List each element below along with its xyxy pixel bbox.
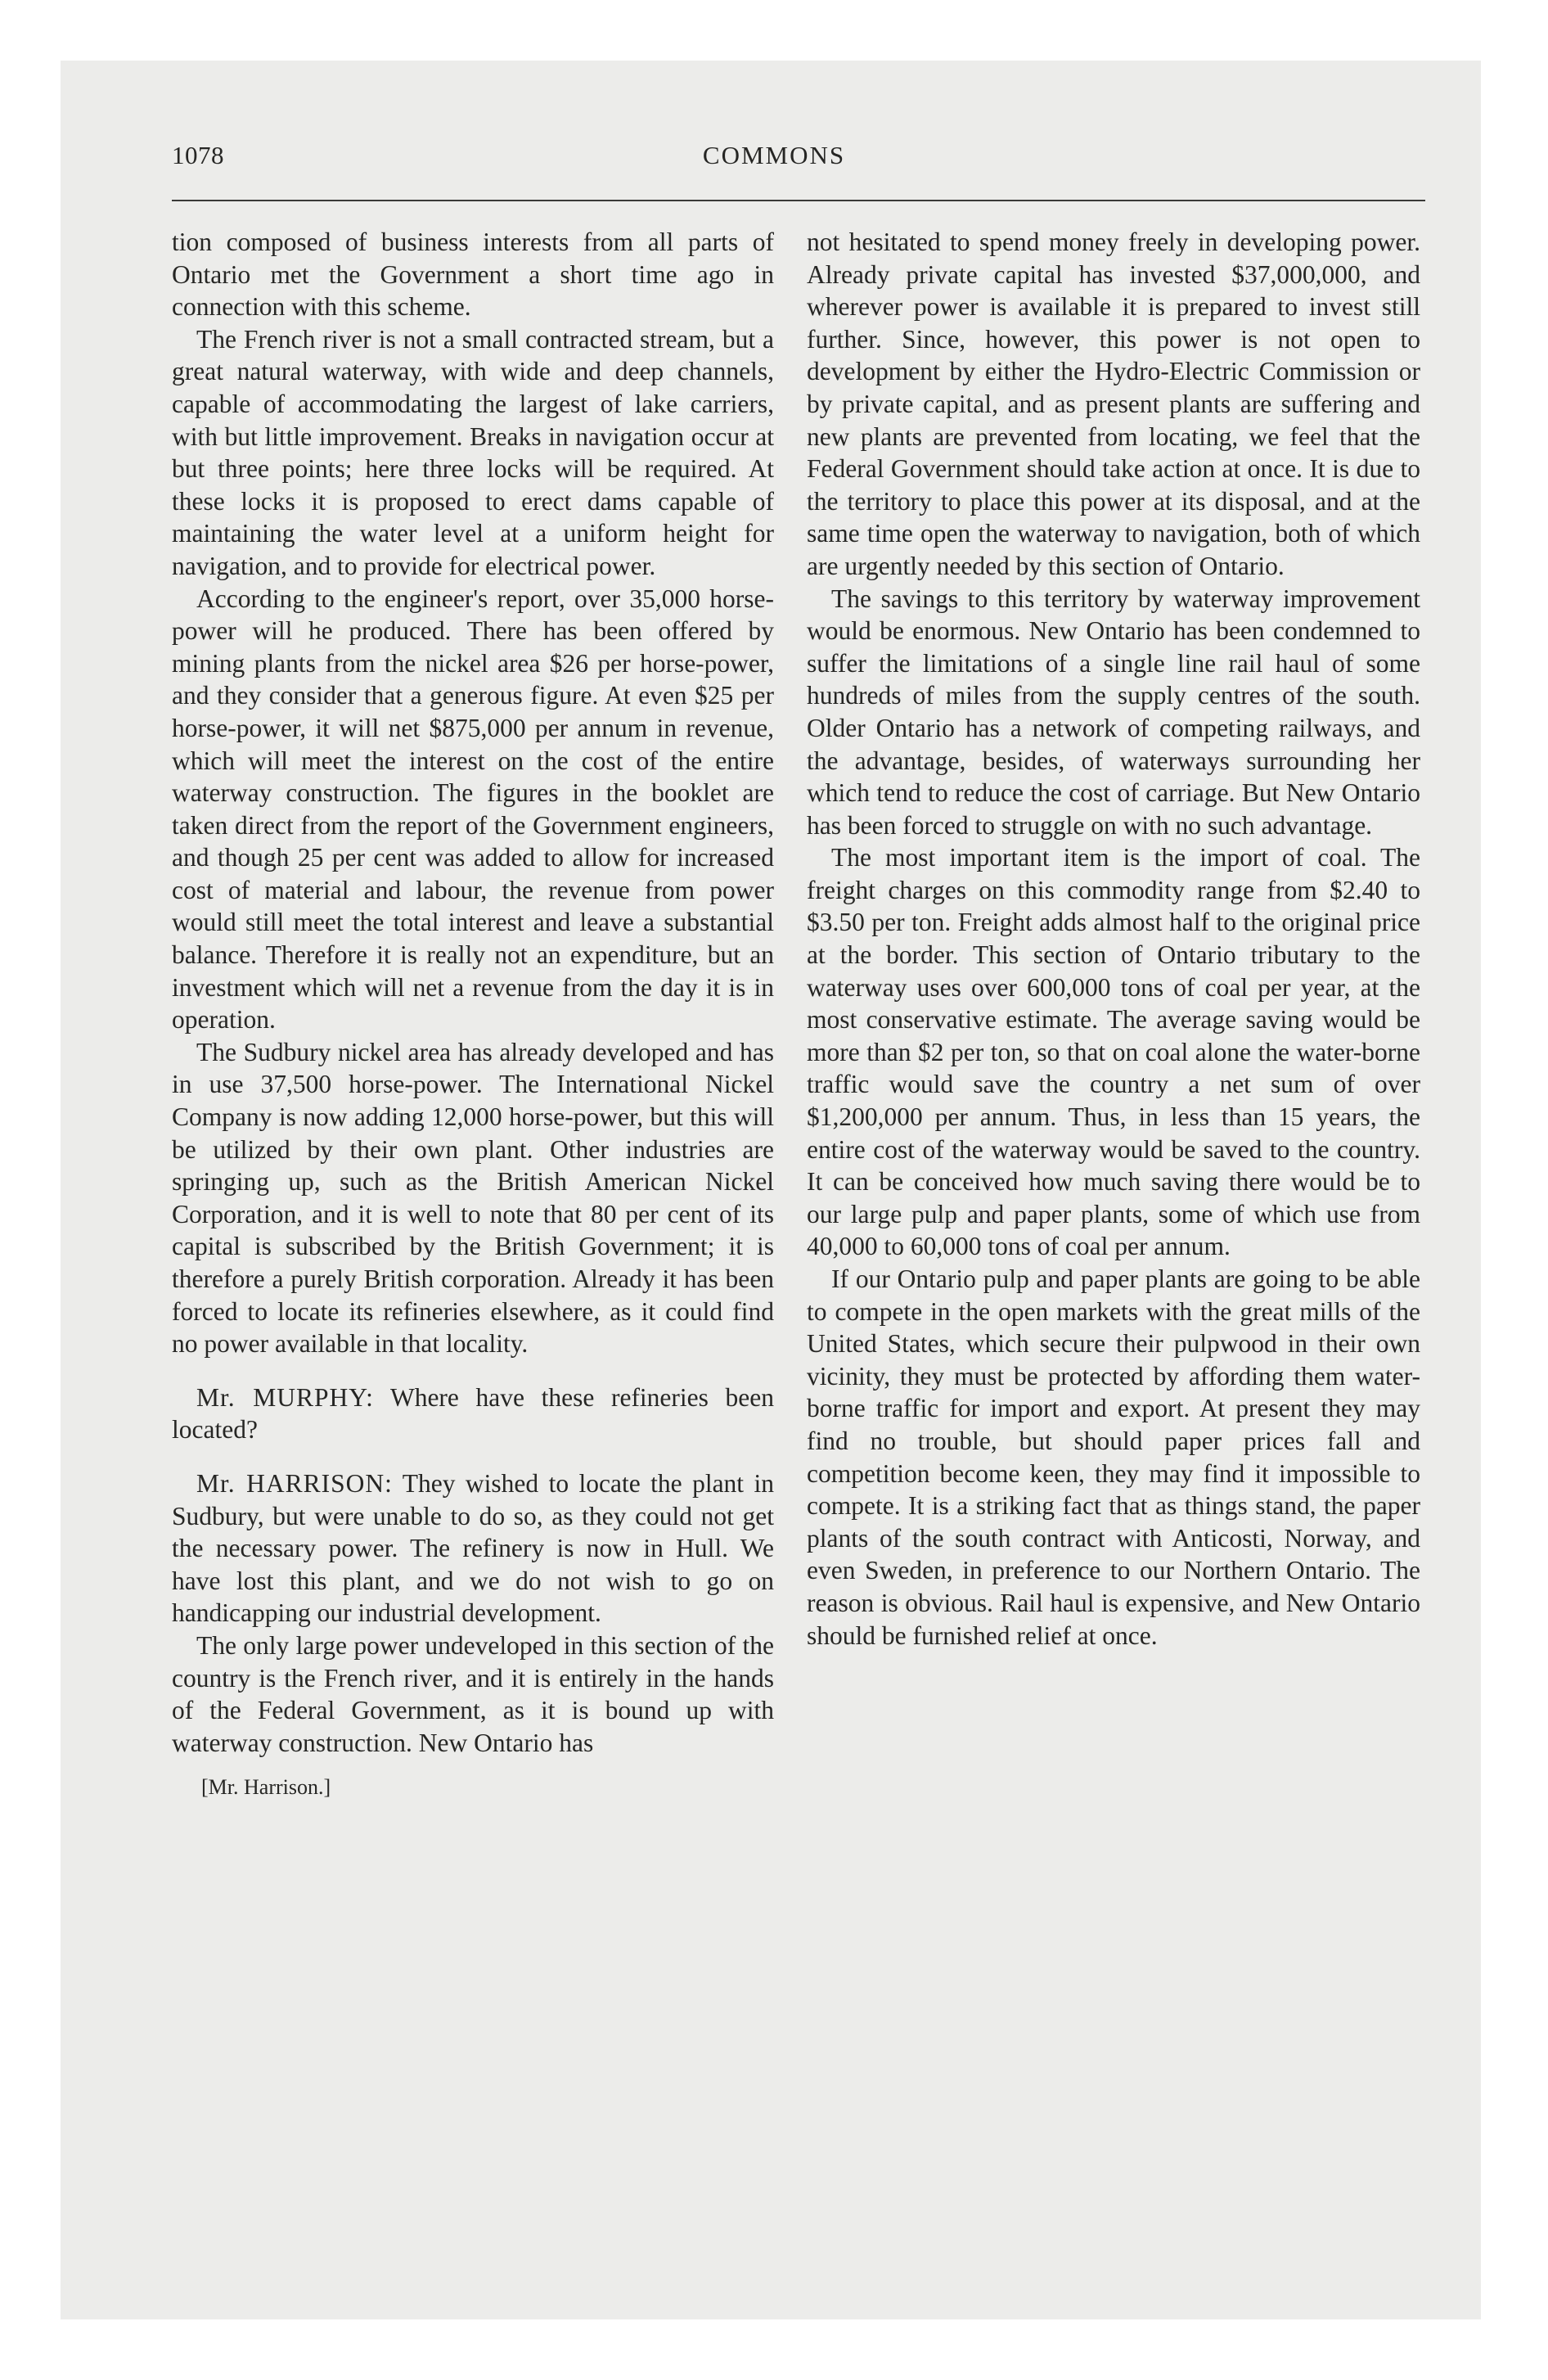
- header-rule: [172, 200, 1425, 201]
- left-column: [172, 226, 774, 1801]
- speech-murphy: [172, 1382, 774, 1446]
- paragraph: The most important item is the import of coal. The freight charges on this commodity range from $2.40 to $3.50 per ton. Freight adds almost half to the original price at the border. This section of Ontario tributary to the waterway uses over 600,000 tons of coal per year, at the most conservative estimate. The average saving would be more than $2 per ton, so that on coal alone the water-borne traffic would save the country a net sum of over $1,200,000 per annum. Thus, in less than 15 years, the entire cost of the waterway would be saved to the country. It can be conceived how much saving there would be to our large pulp and paper plants, some of which use from 40,000 to 60,000 tons of coal per annum.: [807, 843, 1420, 1261]
- speaker-footnote: [Mr. Harrison.]: [201, 1775, 331, 1800]
- speaker-name: Mr. MURPHY:: [196, 1382, 374, 1412]
- paragraph: According to the engineer's report, over 35,000 horse-power will he produced. There has been offered by mining plants from the nickel area $26 per horse-power, and they consider that a generous figure. At even $25 per horse-power, it will net $875,000 per annum in revenue, which will meet the interest on the cost of the entire waterway construction. The figures in the booklet are taken direct from the report of the Government engineers, and though 25 per cent was added to allow for increased cost of material and labour, the revenue from power would still meet the total interest and leave a substantial balance. Therefore it is really not an expenditure, but an investment which will net a revenue from the day it is in operation.: [172, 584, 774, 1034]
- paragraph: The savings to this territory by waterway improvement would be enormous. New Ontario has been condemned to suffer the limitations of a single line rail haul of some hundreds of miles from the supply centres of the south. Older Ontario has a network of competing railways, and the advantage, besides, of waterways surrounding her which tend to reduce the cost of carriage. But New Ontario has been forced to struggle on with no such advantage.: [807, 584, 1420, 840]
- speaker-name: Mr. HARRISON:: [196, 1468, 393, 1498]
- speech-text: They wished to locate the plant in Sudbury, but were unable to do so, as they could not get the necessary power. The refinery is now in Hull. We have lost this plant, and we do not wish to go on handicapping our industrial development.: [172, 1468, 774, 1628]
- right-column: [807, 226, 1420, 1652]
- paragraph: not hesitated to spend money freely in developing power. Already private capital has invested $37,000,000, and wherever power is available it is prepared to invest still further. Since, however, this power is not open to development by either the Hydro-Electric Commission or by private capital, and as present plants are suffering and new plants are prevented from locating, we feel that the Federal Government should take action at once. It is due to the territory to place this power at its disposal, and at the same time open the waterway to navigation, both of which are urgently needed by this section of Ontario.: [807, 228, 1420, 580]
- paragraph: tion composed of business interests from all parts of Ontario met the Government a short time ago in connection with this scheme.: [172, 228, 774, 322]
- paragraph: The Sudbury nickel area has already developed and has in use 37,500 horse-power. The International Nickel Company is now adding 12,000 horse-power, but this will be utilized by their own plant. Other industries are springing up, such as the British American Nickel Corporation, and it is well to note that 80 per cent of its capital is subscribed by the British Government; it is therefore a purely British corporation. Already it has been forced to locate its refineries elsewhere, as it could find no power available in that locality.: [172, 1037, 774, 1359]
- paragraph: The only large power undeveloped in this section of the country is the French river, and it is entirely in the hands of the Federal Government, as it is bound up with waterway construction. New Ontario has: [172, 1630, 774, 1757]
- running-head: COMMONS: [702, 141, 846, 169]
- paragraph: The French river is not a small contracted stream, but a great natural waterway, with wide and deep channels, capable of accommodating the largest of lake carriers, with but little improvement. Breaks in navigation occur at but three points; here three locks will be required. At these locks it is proposed to erect dams capable of maintaining the water level at a uniform height for navigation, and to provide for electrical power.: [172, 324, 774, 580]
- speech-harrison: [172, 1467, 774, 1629]
- page-number: 1078: [172, 141, 224, 169]
- speech-text: Where have these refineries been located?: [172, 1382, 774, 1445]
- paragraph: If our Ontario pulp and paper plants are going to be able to compete in the open markets with the great mills of the United States, which secure their pulpwood in their own vicinity, they must be protected by affording them water-borne traffic for import and export. At present they may find no trouble, but should paper prices fall and competition become keen, they may find it impossible to compete. It is a striking fact that as things stand, the paper plants of the south contract with Anticosti, Norway, and even Sweden, in preference to our Northern Ontario. The reason is obvious. Rail haul is expensive, and New Ontario should be furnished relief at once.: [807, 1264, 1420, 1650]
